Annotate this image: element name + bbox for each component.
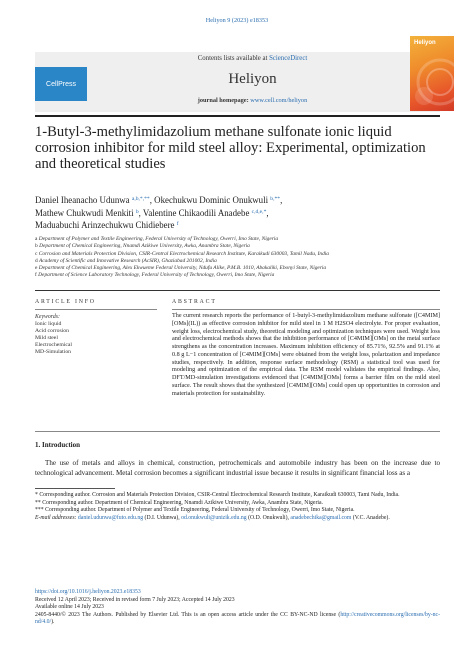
keywords-list bbox=[35, 321, 72, 356]
keyword: MD-Simulation bbox=[35, 348, 72, 355]
author-list bbox=[35, 194, 440, 232]
affiliation bbox=[35, 272, 440, 279]
footnote-emails bbox=[35, 515, 440, 523]
affiliation-label: a bbox=[35, 236, 38, 242]
affiliation bbox=[35, 243, 440, 250]
abstract-heading: ABSTRACT bbox=[172, 299, 217, 305]
author-affiliation-marks[interactable]: a,b,*,** bbox=[131, 196, 150, 202]
affiliation-label: d bbox=[35, 257, 38, 264]
affiliation-text: Department of Chemical Engineering, Nnamdi Azikiwe University, Awka, Anambra State, Nigeria bbox=[39, 243, 250, 250]
author-affiliation-marks[interactable]: c,d,e,* bbox=[251, 208, 267, 215]
article-info-rule bbox=[35, 309, 157, 310]
footnotes bbox=[35, 492, 440, 522]
abstract-rule bbox=[172, 309, 440, 310]
license-text: 2405-8440/© 2023 The Authors. Published by Elsevier Ltd. This is an open access article under the CC BY-NC-ND license bbox=[35, 611, 337, 618]
affiliation-text: Academy of Scientific and Innovative Research (AcSIR), Ghaziabad 201002, India bbox=[38, 257, 217, 264]
header-rule bbox=[35, 115, 440, 117]
abstract-end-rule bbox=[35, 431, 440, 432]
footnote-text: Corresponding author. Department of Chemical Engineering, Nnamdi Azikiwe University, Awka, Anambra State, Nigeria. bbox=[42, 499, 323, 506]
cover-title: Heliyon bbox=[414, 40, 436, 46]
email-link[interactable]: od.onukwuli@unizik.edu.ng bbox=[181, 514, 247, 521]
introduction-text: The use of metals and alloys in chemical, construction, petrochemicals and automobile industry has been on the increase due to technological advancement. Metal corrosion becomes a significant industrial issue because it results in significant financial loss as a bbox=[35, 459, 440, 477]
contents-line bbox=[100, 55, 405, 62]
author-affiliation-marks[interactable]: f bbox=[176, 221, 179, 227]
author-name[interactable]: Mathew Chukwudi Menkiti bbox=[35, 207, 134, 218]
footnote bbox=[35, 500, 440, 508]
received-dates: Received 12 April 2023; Received in revised form 7 July 2023; Accepted 14 July 2023 bbox=[35, 596, 235, 603]
footnote bbox=[35, 507, 440, 515]
affiliation-label: b bbox=[35, 243, 38, 250]
affiliation-label: c bbox=[35, 250, 38, 257]
keyword: Electrochemical bbox=[35, 341, 72, 348]
email-owner: (V.C. Anadebe). bbox=[352, 514, 390, 521]
affiliation-text: Department of Polymer and Textile Engineering, Federal University of Technology, Owerri, Imo State, Nigeria bbox=[38, 236, 279, 242]
homepage-prefix: journal homepage: bbox=[197, 97, 249, 104]
doi-link[interactable]: https://doi.org/10.1016/j.heliyon.2023.e18353 bbox=[35, 589, 141, 595]
keywords-heading: Keywords: bbox=[35, 314, 60, 320]
affiliations bbox=[35, 236, 440, 280]
keyword: Mild steel bbox=[35, 334, 58, 341]
available-date: Available online 14 July 2023 bbox=[35, 604, 104, 610]
author-separator: , bbox=[266, 207, 269, 218]
cover-graphic bbox=[410, 36, 454, 111]
footnote bbox=[35, 492, 440, 500]
sciencedirect-link[interactable]: ScienceDirect bbox=[269, 55, 308, 62]
section-rule bbox=[35, 290, 440, 291]
author-separator: , bbox=[280, 195, 283, 205]
email-link[interactable]: anadebechika@gmail.com bbox=[290, 514, 352, 521]
footnote-rule bbox=[35, 488, 115, 489]
email-owner: (O.D. Onukwuli), bbox=[246, 514, 291, 521]
email-label: E-mail addresses: bbox=[35, 514, 77, 521]
affiliation bbox=[35, 251, 440, 258]
footnote-mark: *** bbox=[35, 507, 44, 513]
affiliation-label: e bbox=[35, 265, 38, 272]
footnote-mark: ** bbox=[35, 499, 41, 506]
journal-cover-image[interactable] bbox=[410, 36, 454, 111]
article-info-heading: ARTICLE INFO bbox=[35, 299, 96, 305]
author-name[interactable]: Okechukwu Dominic Onukwuli bbox=[154, 195, 269, 205]
abstract-text: The current research reports the performance of 1-butyl-3-methylimidazolium methane sulfonate ([C4MIM][OMs](IL)) as effective corrosion inhibitor for mild steel in 1 M H2SO4 electrolyte. For proper evaluation, weight loss, electrochemical study, theoretical modeling and optimization techniques were used. Weight loss and electrochemical methods shows that the inhibition performance of [C4MIM][OMs] on the metal surface strengthens as the concentration increases. Maximum inhibition efficiency of 85.71%, 92.5% and 91.1% at 0.8 g L−1 concentration of [C4MIM][OMs] were obtained from the weight loss, polarization and impedance studies, respectively. In addition, response surface methodology (RSM) a statistical tool was used for modeling and optimization of the empirical data. The RSM model validates the empirical findings. Also, DFT/MD-simulation investigations evidenced that [C4MIM][OMs] forms a barrier film on the mild steel surface. The result shows that the synthesized [C4MIM][OMs] could open up opportunities in corrosion and materials protection for sustainability. bbox=[172, 313, 440, 397]
keyword: Ionic liquid bbox=[35, 321, 62, 327]
homepage-line bbox=[100, 97, 405, 104]
affiliation-label: f bbox=[35, 272, 37, 279]
footnote-text: Corresponding author. Corrosion and Materials Protection Division, CSIR-Central Electrochemical Research Institute, Karaikudi 630003, Tami Nadu, India. bbox=[39, 492, 400, 498]
affiliation-text: Corrosion and Materials Protection Division, CSIR-Central Electrochemical Research Institute, Karaikudi 630003, Tamil Nadu, India bbox=[38, 250, 329, 257]
article-title: 1-Butyl-3-methylimidazolium methane sulfonate ionic liquid corrosion inhibitor for mild steel alloy: Experimental, optimization and theoretical studies bbox=[35, 124, 426, 172]
author-name[interactable]: Daniel Iheanacho Udunwa bbox=[35, 195, 130, 205]
author-separator: , bbox=[138, 207, 143, 218]
footnote-mark: * bbox=[35, 492, 38, 498]
journal-name: Heliyon bbox=[228, 71, 277, 87]
email-link[interactable]: daniel.udunwa@futo.edu.ng bbox=[77, 514, 144, 521]
author-name[interactable]: Maduabuchi Arinzechukwu Chidiebere bbox=[35, 220, 175, 230]
cellpress-logo[interactable]: CellPress bbox=[35, 67, 87, 101]
footnote-text: Corresponding author. Department of Polymer and Textile Engineering, Federal University of Technology, Owerri, Imo State, Nigeria. bbox=[45, 507, 355, 513]
article-history bbox=[35, 589, 440, 627]
author-name[interactable]: Valentine Chikaodili Anadebe bbox=[142, 207, 250, 218]
license-link[interactable]: http://creativecommons.org/licenses/by-nc-nd/4.0/ bbox=[35, 611, 441, 625]
email-owner: (D.I. Udunwa), bbox=[143, 514, 182, 521]
journal-citation[interactable]: Heliyon 9 (2023) e18353 bbox=[205, 17, 269, 24]
introduction-heading: 1. Introduction bbox=[35, 441, 80, 449]
license-statement: 2405-8440/© 2023 The Authors. Published by Elsevier Ltd. This is an open access article under the CC BY-NC-ND license (http://creativecommons.org/licenses/by-nc-nd/4.0/). bbox=[35, 611, 441, 625]
contents-prefix: Contents lists available at bbox=[197, 55, 268, 62]
homepage-link[interactable]: www.cell.com/heliyon bbox=[250, 97, 308, 104]
affiliation-text: Department of Chemical Engineering, Alex Ekwueme Federal University, Ndufu Alike, P.M.B. 1010, Abakaliki, Ebonyi State, Nigeria bbox=[38, 265, 327, 272]
license-tail: ). bbox=[51, 619, 55, 625]
keyword: Acid corrosion bbox=[35, 327, 69, 334]
author-affiliation-marks[interactable]: b bbox=[135, 208, 139, 215]
affiliation-text: Department of Science Laboratory Technology, Federal University of Technology, Owerri, Imo State, Nigeria bbox=[38, 272, 275, 279]
author-affiliation-marks[interactable]: b,** bbox=[270, 196, 281, 202]
author-separator: , bbox=[149, 195, 155, 205]
